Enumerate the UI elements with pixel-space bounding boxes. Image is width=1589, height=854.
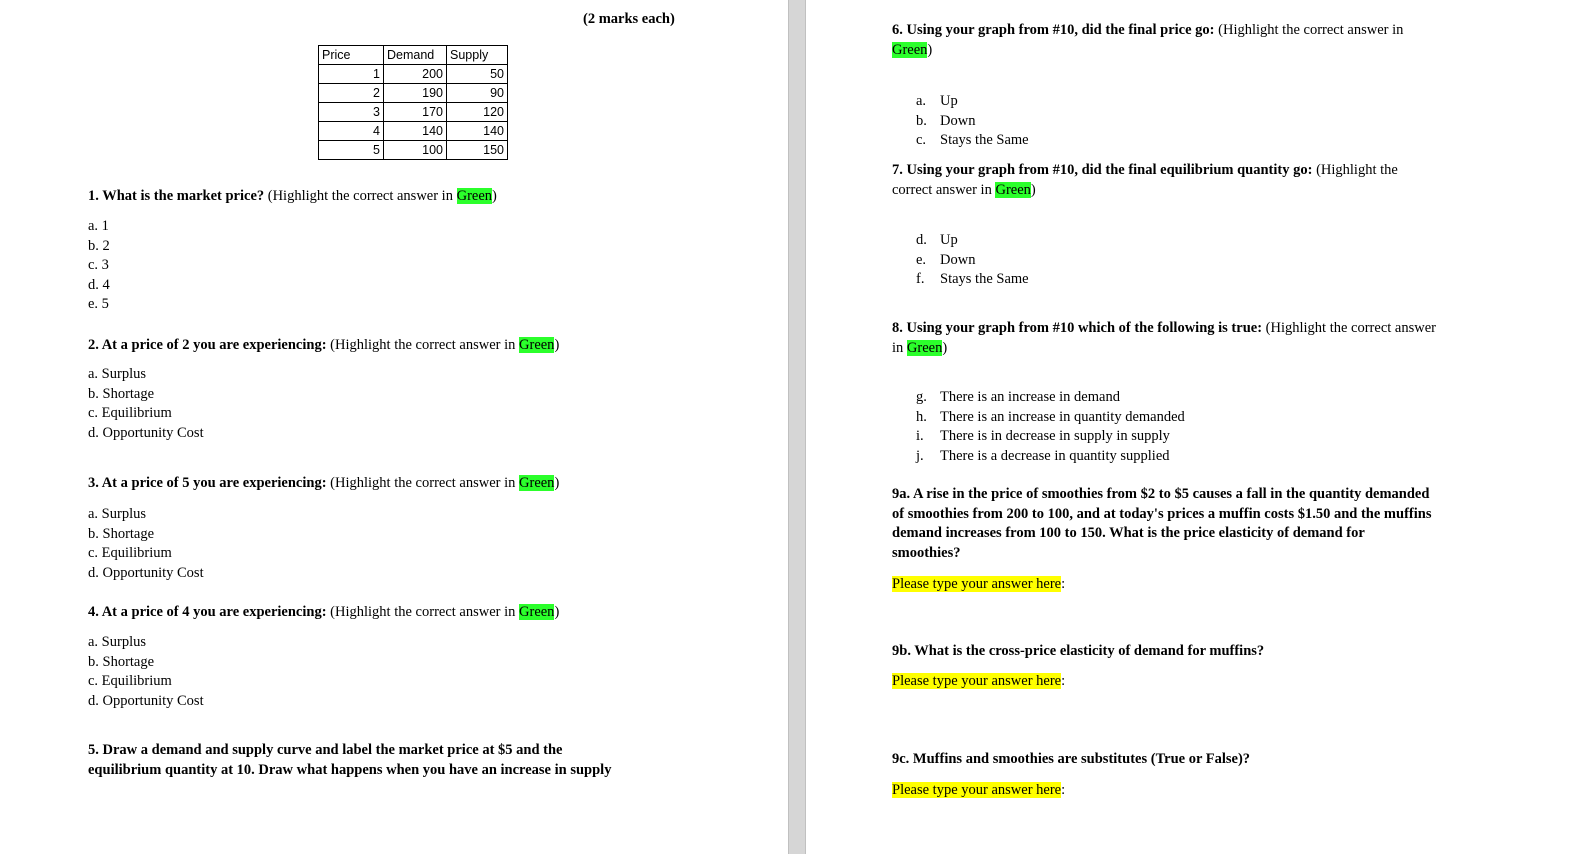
- answer-option[interactable]: g. There is an increase in demand: [916, 389, 1120, 405]
- answer-option[interactable]: j. There is a decrease in quantity supplied: [916, 447, 1170, 464]
- question-8-text: 8. Using your graph from #10 which of the following is true:: [892, 320, 1263, 336]
- marks-note: (2 marks each): [583, 11, 675, 27]
- question-3-text: 3. At a price of 5 you are experiencing:: [88, 475, 327, 491]
- answer-prompt: Please type your answer here: [892, 782, 1062, 798]
- table-cell: 5: [319, 141, 384, 160]
- question-6-options: [916, 92, 1029, 151]
- instruction-text: (Highlight the correct answer in: [330, 604, 520, 620]
- table-cell: 3: [319, 103, 384, 122]
- table-cell: 140: [447, 122, 508, 141]
- table-cell: 190: [384, 84, 447, 103]
- answer-option[interactable]: d. Opportunity Cost: [88, 692, 204, 709]
- answer-option[interactable]: h. There is an increase in quantity demanded: [916, 408, 1185, 425]
- question-2: 2. At a price of 2 you are experiencing: (Highlight the correct answer in Green): [88, 337, 560, 353]
- green-highlight-word: Green: [456, 188, 493, 204]
- instruction-text: (Highlight the correct answer in: [330, 475, 520, 491]
- question-3-options: [88, 505, 204, 583]
- answer-option[interactable]: d. Opportunity Cost: [88, 564, 204, 581]
- instruction-text: (Highlight the correct answer in: [330, 337, 520, 353]
- table-cell: 2: [319, 84, 384, 103]
- answer-option[interactable]: d. Up: [916, 232, 958, 248]
- answer-option[interactable]: d. 4: [88, 276, 110, 293]
- left-page: [0, 0, 788, 854]
- question-9c: 9c. Muffins and smoothies are substitutes (True or False)?: [892, 751, 1251, 767]
- answer-option[interactable]: a. Up: [916, 93, 958, 109]
- table-row: [319, 84, 508, 103]
- answer-option[interactable]: d. Opportunity Cost: [88, 424, 204, 441]
- question-4: 4. At a price of 4 you are experiencing: (Highlight the correct answer in Green): [88, 604, 560, 620]
- question-9b: 9b. What is the cross-price elasticity of demand for muffins?: [892, 643, 1265, 659]
- green-highlight-word: Green: [906, 339, 943, 356]
- answer-prompt: Please type your answer here: [892, 673, 1062, 689]
- answer-field-9c[interactable]: Please type your answer here:: [892, 782, 1066, 798]
- answer-option[interactable]: a. 1: [88, 218, 109, 234]
- table-cell: 150: [447, 141, 508, 160]
- table-cell: 120: [447, 103, 508, 122]
- answer-option[interactable]: c. Equilibrium: [88, 673, 172, 689]
- question-2-options: [88, 365, 204, 443]
- question-9a-line: smoothies?: [892, 544, 961, 561]
- answer-option[interactable]: a. Surplus: [88, 366, 146, 382]
- answer-option[interactable]: a. Surplus: [88, 506, 146, 522]
- table-row: [319, 65, 508, 84]
- answer-option[interactable]: c. Equilibrium: [88, 545, 172, 561]
- answer-option[interactable]: f. Stays the Same: [916, 271, 1029, 287]
- answer-option[interactable]: b. 2: [88, 237, 110, 254]
- table-header-row: [319, 46, 508, 65]
- green-highlight-word: Green: [519, 475, 555, 491]
- green-highlight-word: Green: [519, 337, 555, 353]
- answer-option[interactable]: e. Down: [916, 251, 976, 268]
- question-7-text: 7. Using your graph from #10, did the final equilibrium quantity go:: [892, 162, 1313, 178]
- answer-option[interactable]: b. Down: [916, 112, 976, 129]
- table-cell: 50: [447, 65, 508, 84]
- question-9a-line: demand increases from 100 to 150. What is the price elasticity of demand for: [892, 525, 1365, 542]
- instruction-text: (Highlight the correct answer in: [267, 188, 457, 204]
- table-row: [319, 141, 508, 160]
- answer-prompt: Please type your answer here: [892, 576, 1062, 592]
- question-5-line: equilibrium quantity at 10. Draw what happens when you have an increase in supply: [88, 761, 612, 778]
- question-8: 8. Using your graph from #10 which of the following is true: (Highlight the correct answer in Green): [892, 320, 1436, 356]
- table-cell: 140: [384, 122, 447, 141]
- table-row: [319, 122, 508, 141]
- answer-option[interactable]: c. 3: [88, 257, 109, 273]
- question-1-text: 1. What is the market price?: [88, 188, 265, 204]
- green-highlight-word: Green: [995, 181, 1031, 198]
- instruction-text: (Highlight the: [1316, 162, 1398, 178]
- table-cell: 4: [319, 122, 384, 141]
- table-header-supply: Supply: [447, 46, 508, 65]
- answer-option[interactable]: a. Surplus: [88, 634, 146, 650]
- question-4-text: 4. At a price of 4 you are experiencing:: [88, 604, 327, 620]
- table-cell: 170: [384, 103, 447, 122]
- question-9a: [892, 485, 1431, 563]
- answer-field-9a[interactable]: Please type your answer here:: [892, 576, 1066, 592]
- table-header-demand: Demand: [384, 46, 447, 65]
- instruction-text: (Highlight the correct answer in: [1218, 22, 1404, 38]
- question-7: 7. Using your graph from #10, did the final equilibrium quantity go: (Highlight the correct answer in Green): [892, 162, 1398, 198]
- question-5: [88, 741, 611, 780]
- question-7-options: [916, 231, 1029, 290]
- answer-option[interactable]: b. Shortage: [88, 525, 155, 542]
- question-8-options: [916, 388, 1185, 466]
- question-2-text: 2. At a price of 2 you are experiencing:: [88, 337, 327, 353]
- table-cell: 100: [384, 141, 447, 160]
- question-6: 6. Using your graph from #10, did the final price go: (Highlight the correct answer in Green): [892, 22, 1404, 58]
- answer-option[interactable]: c. Stays the Same: [916, 132, 1029, 148]
- question-3: 3. At a price of 5 you are experiencing: (Highlight the correct answer in Green): [88, 475, 560, 491]
- answer-option[interactable]: b. Shortage: [88, 653, 155, 670]
- question-9a-line: 9a. A rise in the price of smoothies from $2 to $5 causes a fall in the quantity demanded: [892, 486, 1430, 502]
- right-page: [806, 0, 1589, 854]
- instruction-text: (Highlight the correct answer: [1265, 320, 1436, 336]
- answer-option[interactable]: e. 5: [88, 296, 109, 312]
- question-6-text: 6. Using your graph from #10, did the final price go:: [892, 22, 1215, 38]
- question-4-options: [88, 633, 204, 711]
- answer-option[interactable]: b. Shortage: [88, 385, 155, 402]
- question-1: 1. What is the market price? (Highlight the correct answer in Green): [88, 188, 497, 204]
- table-header-price: Price: [319, 46, 384, 65]
- table-cell: 1: [319, 65, 384, 84]
- table-row: [319, 103, 508, 122]
- answer-option[interactable]: c. Equilibrium: [88, 405, 172, 421]
- green-highlight-word: Green: [519, 604, 555, 620]
- table-cell: 90: [447, 84, 508, 103]
- green-highlight-word: Green: [892, 41, 928, 58]
- price-demand-supply-table: [318, 45, 508, 160]
- page-gutter: [788, 0, 806, 854]
- table-cell: 200: [384, 65, 447, 84]
- question-9a-line: of smoothies from 200 to 100, and at today's prices a muffin costs $1.50 and the muffins: [892, 505, 1432, 522]
- question-5-line: 5. Draw a demand and supply curve and label the market price at $5 and the: [88, 742, 563, 758]
- answer-field-9b[interactable]: Please type your answer here:: [892, 673, 1066, 689]
- answer-option[interactable]: i. There is in decrease in supply in supply: [916, 428, 1170, 444]
- question-1-options: [88, 217, 110, 315]
